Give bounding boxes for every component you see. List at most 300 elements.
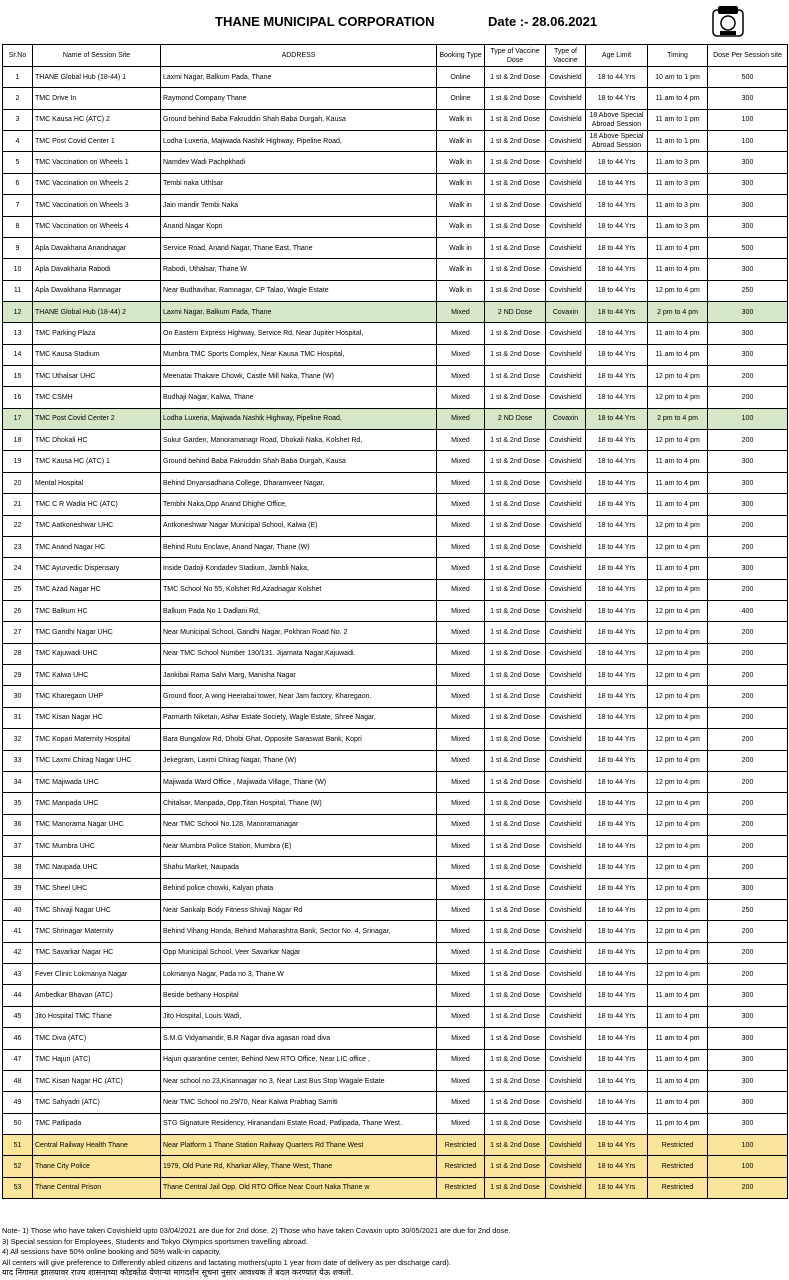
cell-age-limit: 18 to 44 Yrs [586, 814, 648, 835]
cell-timing: 11 am to 4 pm [648, 558, 708, 579]
cell-age-limit: 18 to 44 Yrs [586, 900, 648, 921]
cell-booking-type: Walk in [437, 237, 485, 258]
col-header-timing: Timing [648, 45, 708, 67]
cell-site-name: Fever Clinic Lokmanya Nagar [33, 964, 161, 985]
cell-dose-count: 100 [708, 1134, 788, 1155]
cell-sr: 29 [3, 665, 33, 686]
table-row [3, 301, 788, 322]
cell-vaccine: Covishield [546, 88, 586, 109]
cell-timing: 11 am to 1 pm [648, 109, 708, 130]
table-row [3, 408, 788, 429]
cell-address: Tembi naka Uthlsar [161, 173, 437, 194]
cell-booking-type: Mixed [437, 579, 485, 600]
cell-timing: 12 pm to 4 pm [648, 729, 708, 750]
cell-address: Parmarth Niketan, Ashar Estate Society, Wagle Estate, Shree Nagar, [161, 707, 437, 728]
table-row [3, 515, 788, 536]
table-row [3, 366, 788, 387]
cell-timing: 12 pm to 4 pm [648, 942, 708, 963]
col-header-age: Age Limit [586, 45, 648, 67]
cell-dose-count: 300 [708, 88, 788, 109]
cell-site-name: Ambedkar Bhavan (ATC) [33, 985, 161, 1006]
cell-site-name: TMC Sahyadri (ATC) [33, 1092, 161, 1113]
cell-booking-type: Mixed [437, 515, 485, 536]
cell-site-name: Central Railway Health Thane [33, 1134, 161, 1155]
table-row [3, 430, 788, 451]
cell-sr: 24 [3, 558, 33, 579]
cell-address: Inside Dadoji Kondadev Stadium, Jambli Naka, [161, 558, 437, 579]
table-row [3, 280, 788, 301]
cell-timing: 11 am to 3 pm [648, 216, 708, 237]
table-row [3, 1006, 788, 1027]
cell-timing: 12 pm to 4 pm [648, 814, 708, 835]
cell-booking-type: Walk in [437, 216, 485, 237]
cell-timing: 11 am to 4 pm [648, 472, 708, 493]
col-header-sr: Sr.No [3, 45, 33, 67]
cell-timing: 11 pm to 4 pm [648, 1113, 708, 1134]
cell-address: Near school no 23,Kisannagar no 3, Near Last Bus Stop Wagale Estate [161, 1070, 437, 1091]
table-row [3, 558, 788, 579]
cell-vaccine: Covishield [546, 814, 586, 835]
table-row [3, 536, 788, 557]
cell-age-limit: 18 to 44 Yrs [586, 515, 648, 536]
cell-address: Beside bethany Hospital [161, 985, 437, 1006]
cell-dose-type: 1 st & 2nd Dose [485, 771, 546, 792]
cell-vaccine: Covishield [546, 109, 586, 130]
cell-vaccine: Covaxin [546, 301, 586, 322]
cell-sr: 7 [3, 195, 33, 216]
cell-address: Lodha Luxeria, Majiwada Nashik Highway, Pipeline Road, [161, 131, 437, 152]
table-row [3, 878, 788, 899]
cell-vaccine: Covishield [546, 430, 586, 451]
cell-address: Mumbra TMC Sports Complex, Near Kausa TMC Hospital, [161, 344, 437, 365]
cell-dose-count: 300 [708, 1092, 788, 1113]
cell-vaccine: Covishield [546, 1070, 586, 1091]
cell-age-limit: 18 to 44 Yrs [586, 1028, 648, 1049]
cell-address: Near TMC School Number 130/131. Jijamata Nagar,Kajuwadi. [161, 643, 437, 664]
cell-address: Jain mandir Tembi Naka [161, 195, 437, 216]
cell-age-limit: 18 to 44 Yrs [586, 835, 648, 856]
cell-site-name: TMC C R Wadia HC (ATC) [33, 494, 161, 515]
cell-age-limit: 18 to 44 Yrs [586, 558, 648, 579]
cell-sr: 5 [3, 152, 33, 173]
cell-booking-type: Mixed [437, 1006, 485, 1027]
cell-address: Near Sankalp Body Fitness Shivaji Nagar Rd [161, 900, 437, 921]
cell-booking-type: Mixed [437, 1113, 485, 1134]
cell-site-name: TMC Sheel UHC [33, 878, 161, 899]
cell-timing: 11 am to 3 pm [648, 152, 708, 173]
cell-timing: 12 pm to 4 pm [648, 793, 708, 814]
cell-age-limit: 18 to 44 Yrs [586, 344, 648, 365]
cell-address: Jankibai Rama Salvi Marg, Manisha Nagar [161, 665, 437, 686]
cell-booking-type: Mixed [437, 451, 485, 472]
cell-dose-type: 1 st & 2nd Dose [485, 1006, 546, 1027]
cell-age-limit: 18 to 44 Yrs [586, 88, 648, 109]
cell-booking-type: Mixed [437, 964, 485, 985]
cell-dose-type: 1 st & 2nd Dose [485, 152, 546, 173]
cell-dose-type: 1 st & 2nd Dose [485, 344, 546, 365]
cell-address: Anand Nagar Kopri [161, 216, 437, 237]
cell-dose-count: 200 [708, 942, 788, 963]
cell-vaccine: Covaxin [546, 408, 586, 429]
cell-timing: 11 am to 1 pm [648, 131, 708, 152]
cell-dose-count: 200 [708, 536, 788, 557]
cell-dose-type: 1 st & 2nd Dose [485, 131, 546, 152]
cell-dose-count: 300 [708, 558, 788, 579]
cell-booking-type: Walk in [437, 173, 485, 194]
cell-booking-type: Mixed [437, 878, 485, 899]
cell-sr: 30 [3, 686, 33, 707]
cell-age-limit: 18 to 44 Yrs [586, 793, 648, 814]
cell-vaccine: Covishield [546, 216, 586, 237]
cell-dose-count: 300 [708, 323, 788, 344]
cell-booking-type: Mixed [437, 1070, 485, 1091]
cell-sr: 41 [3, 921, 33, 942]
cell-age-limit: 18 Above Special Abroad Session [586, 109, 648, 130]
cell-dose-type: 1 st & 2nd Dose [485, 942, 546, 963]
cell-dose-type: 1 st & 2nd Dose [485, 515, 546, 536]
cell-site-name: TMC Naupada UHC [33, 857, 161, 878]
col-header-dose: Type of Vaccine Dose [485, 45, 546, 67]
cell-site-name: TMC Drive In [33, 88, 161, 109]
table-row [3, 835, 788, 856]
cell-timing: 12 pm to 4 pm [648, 515, 708, 536]
col-header-site: Name of Session Site [33, 45, 161, 67]
cell-sr: 11 [3, 280, 33, 301]
cell-sr: 53 [3, 1177, 33, 1198]
cell-vaccine: Covishield [546, 1113, 586, 1134]
cell-age-limit: 18 to 44 Yrs [586, 750, 648, 771]
cell-site-name: TMC Aatkoneshwar UHC [33, 515, 161, 536]
cell-dose-count: 200 [708, 835, 788, 856]
cell-dose-type: 1 st & 2nd Dose [485, 665, 546, 686]
cell-dose-type: 1 st & 2nd Dose [485, 173, 546, 194]
cell-vaccine: Covishield [546, 131, 586, 152]
cell-sr: 39 [3, 878, 33, 899]
cell-site-name: Thane Central Prison [33, 1177, 161, 1198]
cell-vaccine: Covishield [546, 900, 586, 921]
cell-site-name: TMC Ayurvedic Dispensary [33, 558, 161, 579]
cell-age-limit: 18 to 44 Yrs [586, 1049, 648, 1070]
cell-dose-count: 300 [708, 1070, 788, 1091]
cell-site-name: Thane City Police [33, 1156, 161, 1177]
cell-dose-type: 1 st & 2nd Dose [485, 793, 546, 814]
cell-booking-type: Mixed [437, 494, 485, 515]
cell-booking-type: Mixed [437, 900, 485, 921]
cell-booking-type: Mixed [437, 430, 485, 451]
cell-dose-type: 1 st & 2nd Dose [485, 280, 546, 301]
cell-address: Meenatai Thakare Chowk, Castle Mill Naka, Thane (W) [161, 366, 437, 387]
cell-age-limit: 18 to 44 Yrs [586, 600, 648, 621]
cell-site-name: TMC Kausa HC (ATC) 2 [33, 109, 161, 130]
cell-sr: 26 [3, 600, 33, 621]
cell-age-limit: 18 to 44 Yrs [586, 472, 648, 493]
cell-sr: 37 [3, 835, 33, 856]
cell-timing: 12 pm to 4 pm [648, 900, 708, 921]
cell-sr: 44 [3, 985, 33, 1006]
tmc-emblem-icon [710, 4, 746, 40]
cell-dose-count: 200 [708, 729, 788, 750]
cell-vaccine: Covishield [546, 665, 586, 686]
cell-address: Balkum Pada No 1 Dadlani Rd, [161, 600, 437, 621]
cell-site-name: TMC Dhokali HC [33, 430, 161, 451]
cell-dose-type: 1 st & 2nd Dose [485, 494, 546, 515]
cell-age-limit: 18 to 44 Yrs [586, 921, 648, 942]
cell-address: Raymond Company Thane [161, 88, 437, 109]
cell-address: Ground behind Baba Fakruddin Shah Baba Durgah, Kausa [161, 451, 437, 472]
cell-sr: 49 [3, 1092, 33, 1113]
cell-sr: 17 [3, 408, 33, 429]
cell-timing: 12 pm to 4 pm [648, 665, 708, 686]
cell-dose-count: 200 [708, 686, 788, 707]
cell-address: Behind Vihang Honda, Behind Maharashtra Bank, Sector No. 4, Srinagar, [161, 921, 437, 942]
cell-vaccine: Covishield [546, 835, 586, 856]
table-row [3, 729, 788, 750]
cell-dose-count: 200 [708, 366, 788, 387]
cell-vaccine: Covishield [546, 750, 586, 771]
cell-booking-type: Mixed [437, 344, 485, 365]
cell-dose-type: 1 st & 2nd Dose [485, 1113, 546, 1134]
cell-vaccine: Covishield [546, 494, 586, 515]
cell-site-name: TMC Savarkar Nagar HC [33, 942, 161, 963]
cell-vaccine: Covishield [546, 622, 586, 643]
cell-dose-type: 1 st & 2nd Dose [485, 109, 546, 130]
cell-timing: 11 am to 4 pm [648, 1028, 708, 1049]
cell-site-name: TMC Kopari Maternity Hospital [33, 729, 161, 750]
cell-address: 1979, Old Pune Rd, Kharkar Alley, Thane West, Thane [161, 1156, 437, 1177]
cell-dose-count: 500 [708, 67, 788, 88]
cell-dose-count: 300 [708, 216, 788, 237]
cell-booking-type: Mixed [437, 1092, 485, 1113]
cell-dose-type: 1 st & 2nd Dose [485, 921, 546, 942]
cell-age-limit: 18 to 44 Yrs [586, 536, 648, 557]
cell-vaccine: Covishield [546, 686, 586, 707]
cell-address: Ground behind Baba Fakruddin Shah Baba Durgah, Kausa [161, 109, 437, 130]
cell-timing: Restricted [648, 1156, 708, 1177]
cell-sr: 13 [3, 323, 33, 344]
cell-site-name: TMC Parking Plaza [33, 323, 161, 344]
cell-dose-count: 100 [708, 131, 788, 152]
cell-site-name: TMC Post Covid Center 2 [33, 408, 161, 429]
cell-dose-type: 1 st & 2nd Dose [485, 643, 546, 664]
cell-vaccine: Covishield [546, 1028, 586, 1049]
cell-vaccine: Covishield [546, 793, 586, 814]
cell-booking-type: Mixed [437, 793, 485, 814]
cell-timing: 11 am to 4 pm [648, 88, 708, 109]
cell-booking-type: Mixed [437, 921, 485, 942]
cell-address: Shahu Market, Naupada [161, 857, 437, 878]
cell-age-limit: 18 to 44 Yrs [586, 430, 648, 451]
cell-dose-count: 400 [708, 600, 788, 621]
cell-booking-type: Walk in [437, 259, 485, 280]
cell-timing: 11 am to 3 pm [648, 173, 708, 194]
cell-dose-type: 1 st & 2nd Dose [485, 814, 546, 835]
cell-booking-type: Mixed [437, 729, 485, 750]
cell-address: Near Municipal School, Gandhi Nagar, Pokhran Road No. 2 [161, 622, 437, 643]
table-row [3, 173, 788, 194]
table-row [3, 985, 788, 1006]
cell-booking-type: Mixed [437, 814, 485, 835]
cell-age-limit: 18 to 44 Yrs [586, 323, 648, 344]
table-row [3, 1092, 788, 1113]
cell-dose-count: 200 [708, 814, 788, 835]
col-header-count: Dose Per Session site [708, 45, 788, 67]
cell-booking-type: Mixed [437, 707, 485, 728]
cell-age-limit: 18 to 44 Yrs [586, 387, 648, 408]
cell-address: S.M.G Vidyamandir, B.R Nagar diva agasan road diva [161, 1028, 437, 1049]
cell-dose-count: 300 [708, 259, 788, 280]
table-row [3, 900, 788, 921]
cell-booking-type: Restricted [437, 1177, 485, 1198]
cell-vaccine: Covishield [546, 1049, 586, 1070]
cell-timing: 11 am to 4 pm [648, 1049, 708, 1070]
cell-timing: 12 pm to 4 pm [648, 430, 708, 451]
cell-dose-count: 300 [708, 195, 788, 216]
table-row [3, 857, 788, 878]
cell-dose-count: 300 [708, 1113, 788, 1134]
cell-vaccine: Covishield [546, 195, 586, 216]
cell-timing: 12 pm to 4 pm [648, 964, 708, 985]
cell-dose-count: 200 [708, 771, 788, 792]
cell-site-name: Mental Hospital [33, 472, 161, 493]
cell-address: Behind Dnyansadhana College, Dharamveer Nagar, [161, 472, 437, 493]
cell-age-limit: 18 to 44 Yrs [586, 237, 648, 258]
cell-age-limit: 18 to 44 Yrs [586, 259, 648, 280]
cell-age-limit: 18 to 44 Yrs [586, 1113, 648, 1134]
table-row [3, 88, 788, 109]
cell-site-name: TMC Shivaji Nagar UHC [33, 900, 161, 921]
table-row [3, 814, 788, 835]
cell-timing: 12 pm to 4 pm [648, 579, 708, 600]
cell-dose-count: 500 [708, 237, 788, 258]
cell-address: Tembhi Naka,Opp Anand Dhighe Office, [161, 494, 437, 515]
cell-booking-type: Mixed [437, 536, 485, 557]
cell-address: Behind police chowki, Kalyan phata [161, 878, 437, 899]
cell-timing: 12 pm to 4 pm [648, 857, 708, 878]
table-row [3, 67, 788, 88]
cell-vaccine: Covishield [546, 579, 586, 600]
cell-sr: 4 [3, 131, 33, 152]
cell-address: Ground floor, A wing Heerabai tower, Near Jam factory, Kharegaon. [161, 686, 437, 707]
cell-age-limit: 18 to 44 Yrs [586, 1156, 648, 1177]
cell-timing: 12 pm to 4 pm [648, 878, 708, 899]
cell-dose-count: 200 [708, 387, 788, 408]
cell-dose-count: 100 [708, 109, 788, 130]
cell-site-name: TMC Kausa Stadium [33, 344, 161, 365]
cell-vaccine: Covishield [546, 771, 586, 792]
page-date: Date :- 28.06.2021 [488, 14, 598, 29]
cell-site-name: TMC Anand Nagar HC [33, 536, 161, 557]
cell-site-name: Apla Davakhana Ramnagar [33, 280, 161, 301]
table-row [3, 387, 788, 408]
cell-booking-type: Mixed [437, 558, 485, 579]
cell-address: Near Platform 1 Thane Station Railway Quarters Rd Thane West [161, 1134, 437, 1155]
cell-booking-type: Mixed [437, 323, 485, 344]
cell-age-limit: 18 to 44 Yrs [586, 942, 648, 963]
cell-address: Laxmi Nagar, Balkum Pada, Thane [161, 301, 437, 322]
table-row [3, 600, 788, 621]
table-row [3, 1028, 788, 1049]
cell-dose-count: 300 [708, 472, 788, 493]
cell-dose-type: 1 st & 2nd Dose [485, 216, 546, 237]
table-row [3, 707, 788, 728]
cell-sr: 14 [3, 344, 33, 365]
cell-site-name: TMC Manpada UHC [33, 793, 161, 814]
cell-dose-type: 1 st & 2nd Dose [485, 366, 546, 387]
cell-sr: 46 [3, 1028, 33, 1049]
col-header-vaccine: Type of Vaccine [546, 45, 586, 67]
cell-vaccine: Covishield [546, 1177, 586, 1198]
cell-address: Jito Hospital, Louis Wadi, [161, 1006, 437, 1027]
page-header [0, 0, 789, 44]
cell-address: Laxmi Nagar, Balkum Pada, Thane [161, 67, 437, 88]
cell-timing: 11 am to 4 pm [648, 323, 708, 344]
cell-timing: 10 am to 1 pm [648, 67, 708, 88]
cell-sr: 51 [3, 1134, 33, 1155]
table-row [3, 237, 788, 258]
cell-site-name: TMC Uthalsar UHC [33, 366, 161, 387]
cell-dose-type: 1 st & 2nd Dose [485, 579, 546, 600]
cell-site-name: TMC Vaccination on Wheels 2 [33, 173, 161, 194]
cell-address: Lodha Luxeria, Majiwada Nashik Highway, Pipeline Road, [161, 408, 437, 429]
cell-sr: 33 [3, 750, 33, 771]
cell-age-limit: 18 to 44 Yrs [586, 1070, 648, 1091]
table-row [3, 964, 788, 985]
cell-address: Hajuri quarantine center, Behind New RTO Office, Near LIC office , [161, 1049, 437, 1070]
cell-age-limit: 18 to 44 Yrs [586, 643, 648, 664]
cell-booking-type: Walk in [437, 131, 485, 152]
cell-booking-type: Mixed [437, 1049, 485, 1070]
cell-dose-type: 1 st & 2nd Dose [485, 430, 546, 451]
table-row [3, 579, 788, 600]
cell-sr: 28 [3, 643, 33, 664]
cell-sr: 47 [3, 1049, 33, 1070]
cell-age-limit: 18 to 44 Yrs [586, 771, 648, 792]
cell-vaccine: Covishield [546, 67, 586, 88]
cell-age-limit: 18 to 44 Yrs [586, 1177, 648, 1198]
cell-sr: 38 [3, 857, 33, 878]
cell-dose-count: 100 [708, 1156, 788, 1177]
cell-dose-type: 1 st & 2nd Dose [485, 857, 546, 878]
cell-vaccine: Covishield [546, 921, 586, 942]
cell-timing: 12 pm to 4 pm [648, 600, 708, 621]
cell-site-name: TMC Laxmi Chirag Nagar UHC [33, 750, 161, 771]
cell-site-name: TMC Vaccination on Wheels 1 [33, 152, 161, 173]
cell-timing: 12 pm to 4 pm [648, 921, 708, 942]
cell-dose-count: 200 [708, 707, 788, 728]
cell-sr: 45 [3, 1006, 33, 1027]
cell-dose-type: 1 st & 2nd Dose [485, 259, 546, 280]
cell-site-name: TMC CSMH [33, 387, 161, 408]
cell-booking-type: Online [437, 67, 485, 88]
cell-booking-type: Mixed [437, 301, 485, 322]
cell-dose-count: 200 [708, 964, 788, 985]
cell-age-limit: 18 to 44 Yrs [586, 1134, 648, 1155]
cell-address: Sukur Garden, Manoramanagr Road, Dhokali Naka, Kolshet Rd, [161, 430, 437, 451]
cell-address: Lokmanya Nagar, Pada no 3, Thane W [161, 964, 437, 985]
cell-sr: 43 [3, 964, 33, 985]
table-row [3, 109, 788, 130]
table-row [3, 451, 788, 472]
cell-dose-count: 200 [708, 643, 788, 664]
cell-address: Opp Municipal School, Veer Savarkar Nagar [161, 942, 437, 963]
table-row [3, 472, 788, 493]
cell-booking-type: Mixed [437, 835, 485, 856]
cell-booking-type: Mixed [437, 985, 485, 1006]
cell-dose-type: 1 st & 2nd Dose [485, 878, 546, 899]
cell-booking-type: Walk in [437, 195, 485, 216]
cell-age-limit: 18 to 44 Yrs [586, 622, 648, 643]
table-row [3, 1070, 788, 1091]
